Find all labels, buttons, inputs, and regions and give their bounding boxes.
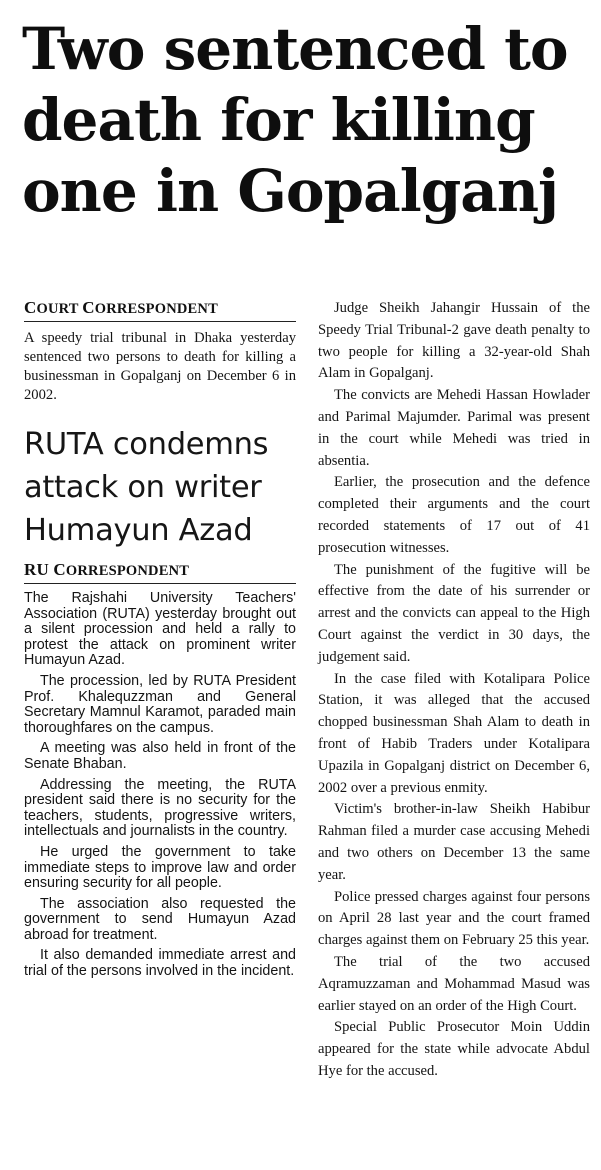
ruta-body <box>24 591 296 980</box>
ruta-paragraph: The association also requested the government to send Humayun Azad abroad for treatment. <box>24 895 296 943</box>
byline-text: OURT <box>36 301 83 317</box>
ruta-paragraph: He urged the government to take immediate steps to improve law and order ensuring security for all people. <box>24 843 296 892</box>
court-byline <box>24 298 296 322</box>
ruta-paragraph: A meeting was also held in front of the Senate Bhaban. <box>24 740 296 772</box>
ruta-headline: RUTA condemns attack on writer Humayun Azad <box>24 427 269 548</box>
court-lead <box>24 329 296 405</box>
left-column <box>24 298 296 985</box>
right-column <box>318 298 590 1083</box>
headline: Two sentenced to death for killing one in Gopalganj <box>22 15 568 225</box>
byline-text-2: ORRESPONDENT <box>94 301 218 317</box>
court-paragraph: Earlier, the prosecution and the defence completed their arguments and the court recorded statements of 17 out of 41 prosecution witnesses. <box>318 474 590 556</box>
ruta-paragraph: Addressing the meeting, the RUTA president said there is no security for the teachers, students, progressive writers, intellectuals and journalists in the country. <box>24 776 296 840</box>
ruta-paragraph: The procession, led by RUTA President Prof. Khalequzzman and General Secretary Mamnul Karamot, paraded main thoroughfares on the campus. <box>24 672 296 736</box>
court-paragraph: The punishment of the fugitive will be effective from the date of his surrender or arrest and the convicts can appeal to the High Court against the verdict in 30 days, the judgement said. <box>318 561 590 665</box>
court-paragraph: Special Public Prosecutor Moin Uddin appeared for the state while advocate Abdul Hye for the accused. <box>318 1019 590 1079</box>
byline-initial-2: C <box>82 298 95 317</box>
court-paragraph: Victim's brother-in-law Sheikh Habibur Rahman filed a murder case accusing Mehedi and two others on December 13 the same year. <box>318 801 590 883</box>
court-paragraph: Police pressed charges against four persons on April 28 last year and the court framed charges against them on February 25 this year. <box>318 888 590 949</box>
ru-byline-text: ORRESPONDENT <box>65 563 190 579</box>
ruta-paragraph: It also demanded immediate arrest and trial of the persons involved in the incident. <box>24 947 296 980</box>
ruta-paragraph: The Rajshahi University Teachers' Association (RUTA) yesterday brought out a silent procession and held a rally to protest the attack on prominent writer Humayun Azad. <box>24 590 296 669</box>
court-paragraph: The trial of the two accused Aqramuzzaman and Mohammad Masud was earlier stayed on an order of the High Court. <box>318 953 590 1014</box>
ru-byline-initial: C <box>53 560 66 579</box>
court-paragraph: The convicts are Mehedi Hassan Howlader and Parimal Majumder. Parimal was present in the court while Mehedi was tried in absentia. <box>318 387 590 469</box>
court-paragraph: In the case filed with Kotalipara Police Station, it was alleged that the accused chopped businessman Shah Alam to death in front of Habib Traders under Kotalipara Upazila in Gopalganj district on December 6, 2002 over a previous enmity. <box>318 670 590 796</box>
ru-byline-prefix: RU <box>24 560 54 579</box>
court-paragraph: Judge Sheikh Jahangir Hussain of the Speedy Trial Tribunal-2 gave death penalty to two people for killing a 32-year-old Shah Alam in Gopalganj. <box>318 300 590 382</box>
lead-paragraph: A speedy trial tribunal in Dhaka yesterday sentenced two persons to death for killing a businessman in Gopalganj on December 6 in 2002. <box>24 330 296 403</box>
ru-byline <box>24 560 296 584</box>
byline-initial: C <box>24 298 37 317</box>
